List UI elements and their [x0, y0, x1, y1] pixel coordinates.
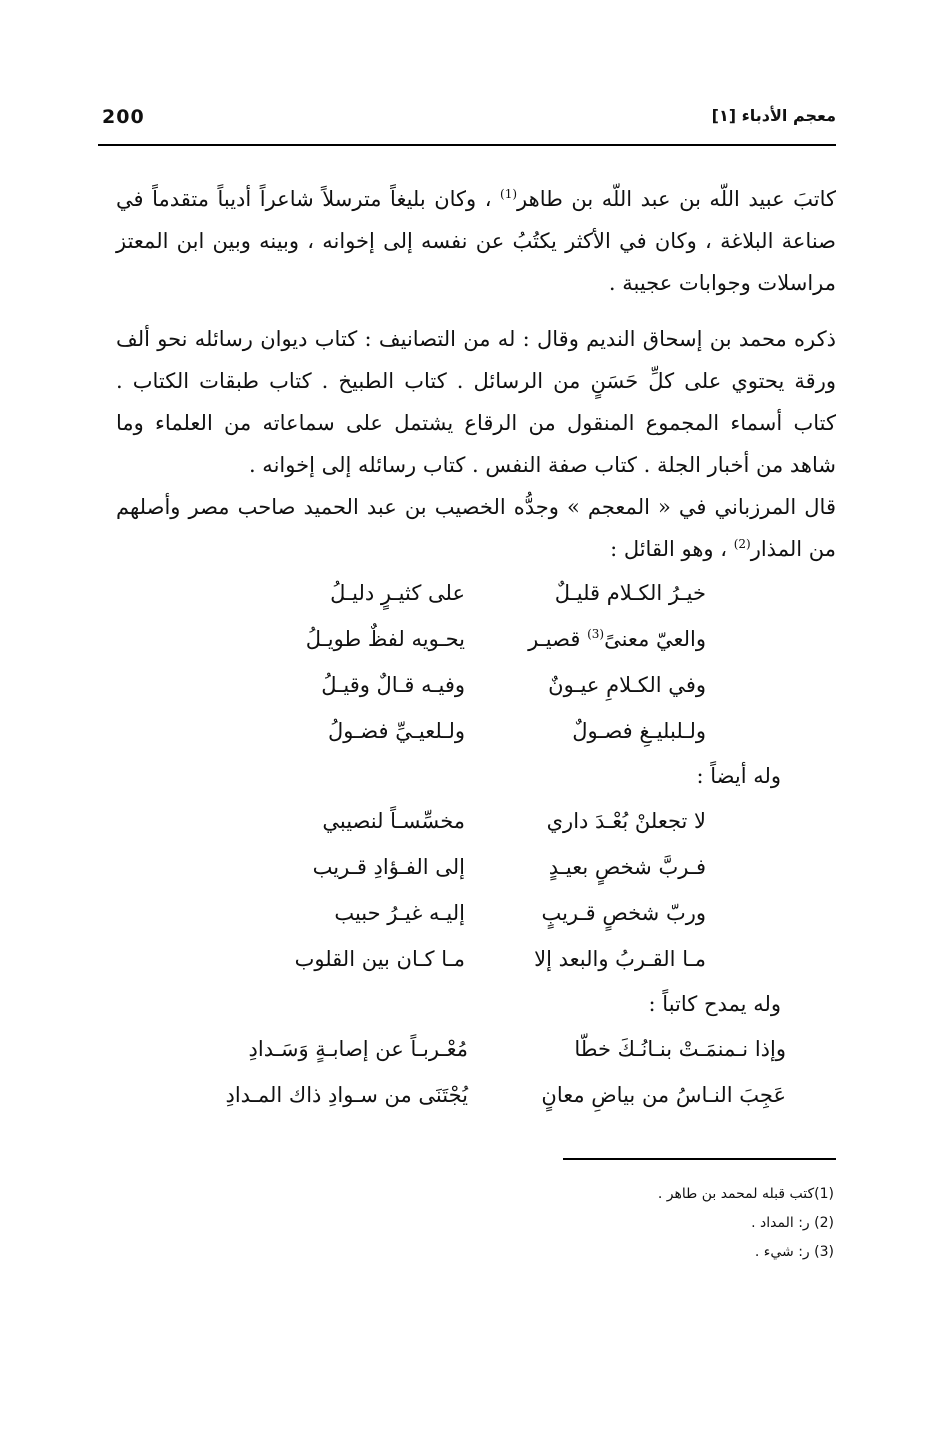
verse-second-hemistich: على كثيـرٍ دليـلُ	[330, 581, 465, 605]
footnote-marker-1: (1)	[500, 187, 518, 201]
verse-text: والعيّ معنىً	[604, 627, 706, 651]
verse-line	[116, 616, 836, 662]
header-divider	[98, 144, 836, 146]
verse-second-hemistich: إليـه غيـرُ حبيب	[334, 901, 465, 925]
paragraph-1-text-a: كاتبَ عبيد اللّه بن عبد اللّه بن طاهر	[517, 187, 837, 211]
page-header	[98, 100, 836, 140]
verse-line	[116, 798, 836, 844]
paragraph-1	[116, 178, 836, 304]
footnote-number: (1)	[814, 1186, 834, 1202]
verse-line	[116, 844, 836, 890]
verse-first-hemistich: وربّ شخصٍ قـريبٍ	[541, 901, 706, 925]
verse-first-hemistich: خيـرُ الكـلام قليـلٌ	[554, 581, 706, 605]
footnote-number: (3)	[814, 1244, 834, 1260]
poem-3-intro: وله يمدح كاتباً :	[648, 992, 781, 1016]
verse-second-hemistich: إلى الفـؤادِ قـريب	[312, 855, 465, 879]
footnote-text: ر: المداد .	[751, 1215, 815, 1231]
verse-line	[116, 936, 836, 982]
verse-second-hemistich: مخسِّسـاً لنصيبي	[322, 809, 465, 833]
poem-2-intro: وله أيضاً :	[696, 764, 781, 788]
verse-first-hemistich: وإذا نـمنمَـتْ بنـانُـكَ خطّا	[574, 1037, 786, 1061]
footnote-number: (2)	[814, 1215, 834, 1231]
page-number: 200	[102, 106, 145, 128]
verse-first-hemistich: مـا القـربُ والبعد إلا	[534, 947, 706, 971]
footnote-item	[434, 1209, 834, 1238]
verse-second-hemistich: ولـلعيـيِّ فضـولُ	[328, 719, 465, 743]
running-title: معجم الأدباء [١]	[711, 106, 836, 125]
paragraph-1-text-b: ، وكان بليغاً مترسلاً شاعراً أديباً متقدماً في صناعة البلاغة ، وكان في الأكثر يكتُبُ عن نفسه إلى إخوانه ، وبينه وبين ابن المعتز مراسلات وجوابات عجيبة .	[116, 187, 836, 295]
verse-text: قصيـر	[528, 627, 588, 651]
paragraph-3-text-b: ، وهو القائل :	[610, 537, 734, 561]
verse-line	[116, 570, 836, 616]
footnote-text: ر: شيء .	[754, 1244, 815, 1260]
verse-first-hemistich: وفي الكـلامِ عيـونٌ	[548, 673, 706, 697]
verse-first-hemistich: ولـلبليـغِ فصـولٌ	[572, 719, 706, 743]
verse-line	[116, 662, 836, 708]
footnotes	[434, 1180, 834, 1267]
footnote-marker-2: (2)	[733, 537, 751, 551]
verse-line	[116, 890, 836, 936]
paragraph-3	[116, 486, 836, 570]
verse-first-hemistich: لا تجعلنْ بُعْـدَ داري	[546, 809, 706, 833]
footnote-text: كتب قبله لمحمد بن طاهر .	[657, 1186, 815, 1202]
verse-first-hemistich	[493, 616, 836, 662]
page-body	[116, 178, 836, 1118]
verse-second-hemistich: وفيـه قـالٌ وقيـلُ	[321, 673, 465, 697]
footnote-marker-3: (3)	[587, 627, 605, 641]
verse-line	[116, 1072, 836, 1118]
footnote-item	[434, 1238, 834, 1267]
verse-second-hemistich: مُعْـربـاً عن إصابـةٍ وَسَـدادِ	[248, 1037, 468, 1061]
poem-1	[116, 570, 836, 754]
verse-second-hemistich: يحـويه لفظٌ طويـلُ	[305, 627, 465, 651]
verse-first-hemistich: عَجِبَ النـاسُ من بياضِ معانٍ	[541, 1083, 786, 1107]
paragraph-3-text-a: قال المرزباني في « المعجم » وجدُّه الخصيب بن عبد الحميد صاحب مصر وأصلهم من المذار	[116, 495, 836, 561]
verse-first-hemistich: فـربَّ شخصٍ بعيـدٍ	[548, 855, 706, 879]
footnote-item	[434, 1180, 834, 1209]
verse-line	[116, 708, 836, 754]
poem-3	[116, 1026, 836, 1118]
verse-second-hemistich: يُجْتَنَى من سـوادِ ذاك المـدادِ	[225, 1083, 468, 1107]
footnote-divider	[563, 1158, 836, 1160]
verse-line	[116, 1026, 836, 1072]
verse-second-hemistich: مـا كـان بين القلوب	[294, 947, 465, 971]
poem-2	[116, 798, 836, 982]
paragraph-2: ذكره محمد بن إسحاق النديم وقال : له من التصانيف : كتاب ديوان رسائله نحو ألف ورقة يحتوي على كلِّ حَسَنٍ من الرسائل . كتاب الطبيخ . كتاب طبقات الكتاب . كتاب أسماء المجموع المنقول من الرقاع يشتمل على سماعاته من العلماء وما شاهد من أخبار الجلة . كتاب صفة النفس . كتاب رسائله إلى إخوانه .	[116, 327, 836, 477]
